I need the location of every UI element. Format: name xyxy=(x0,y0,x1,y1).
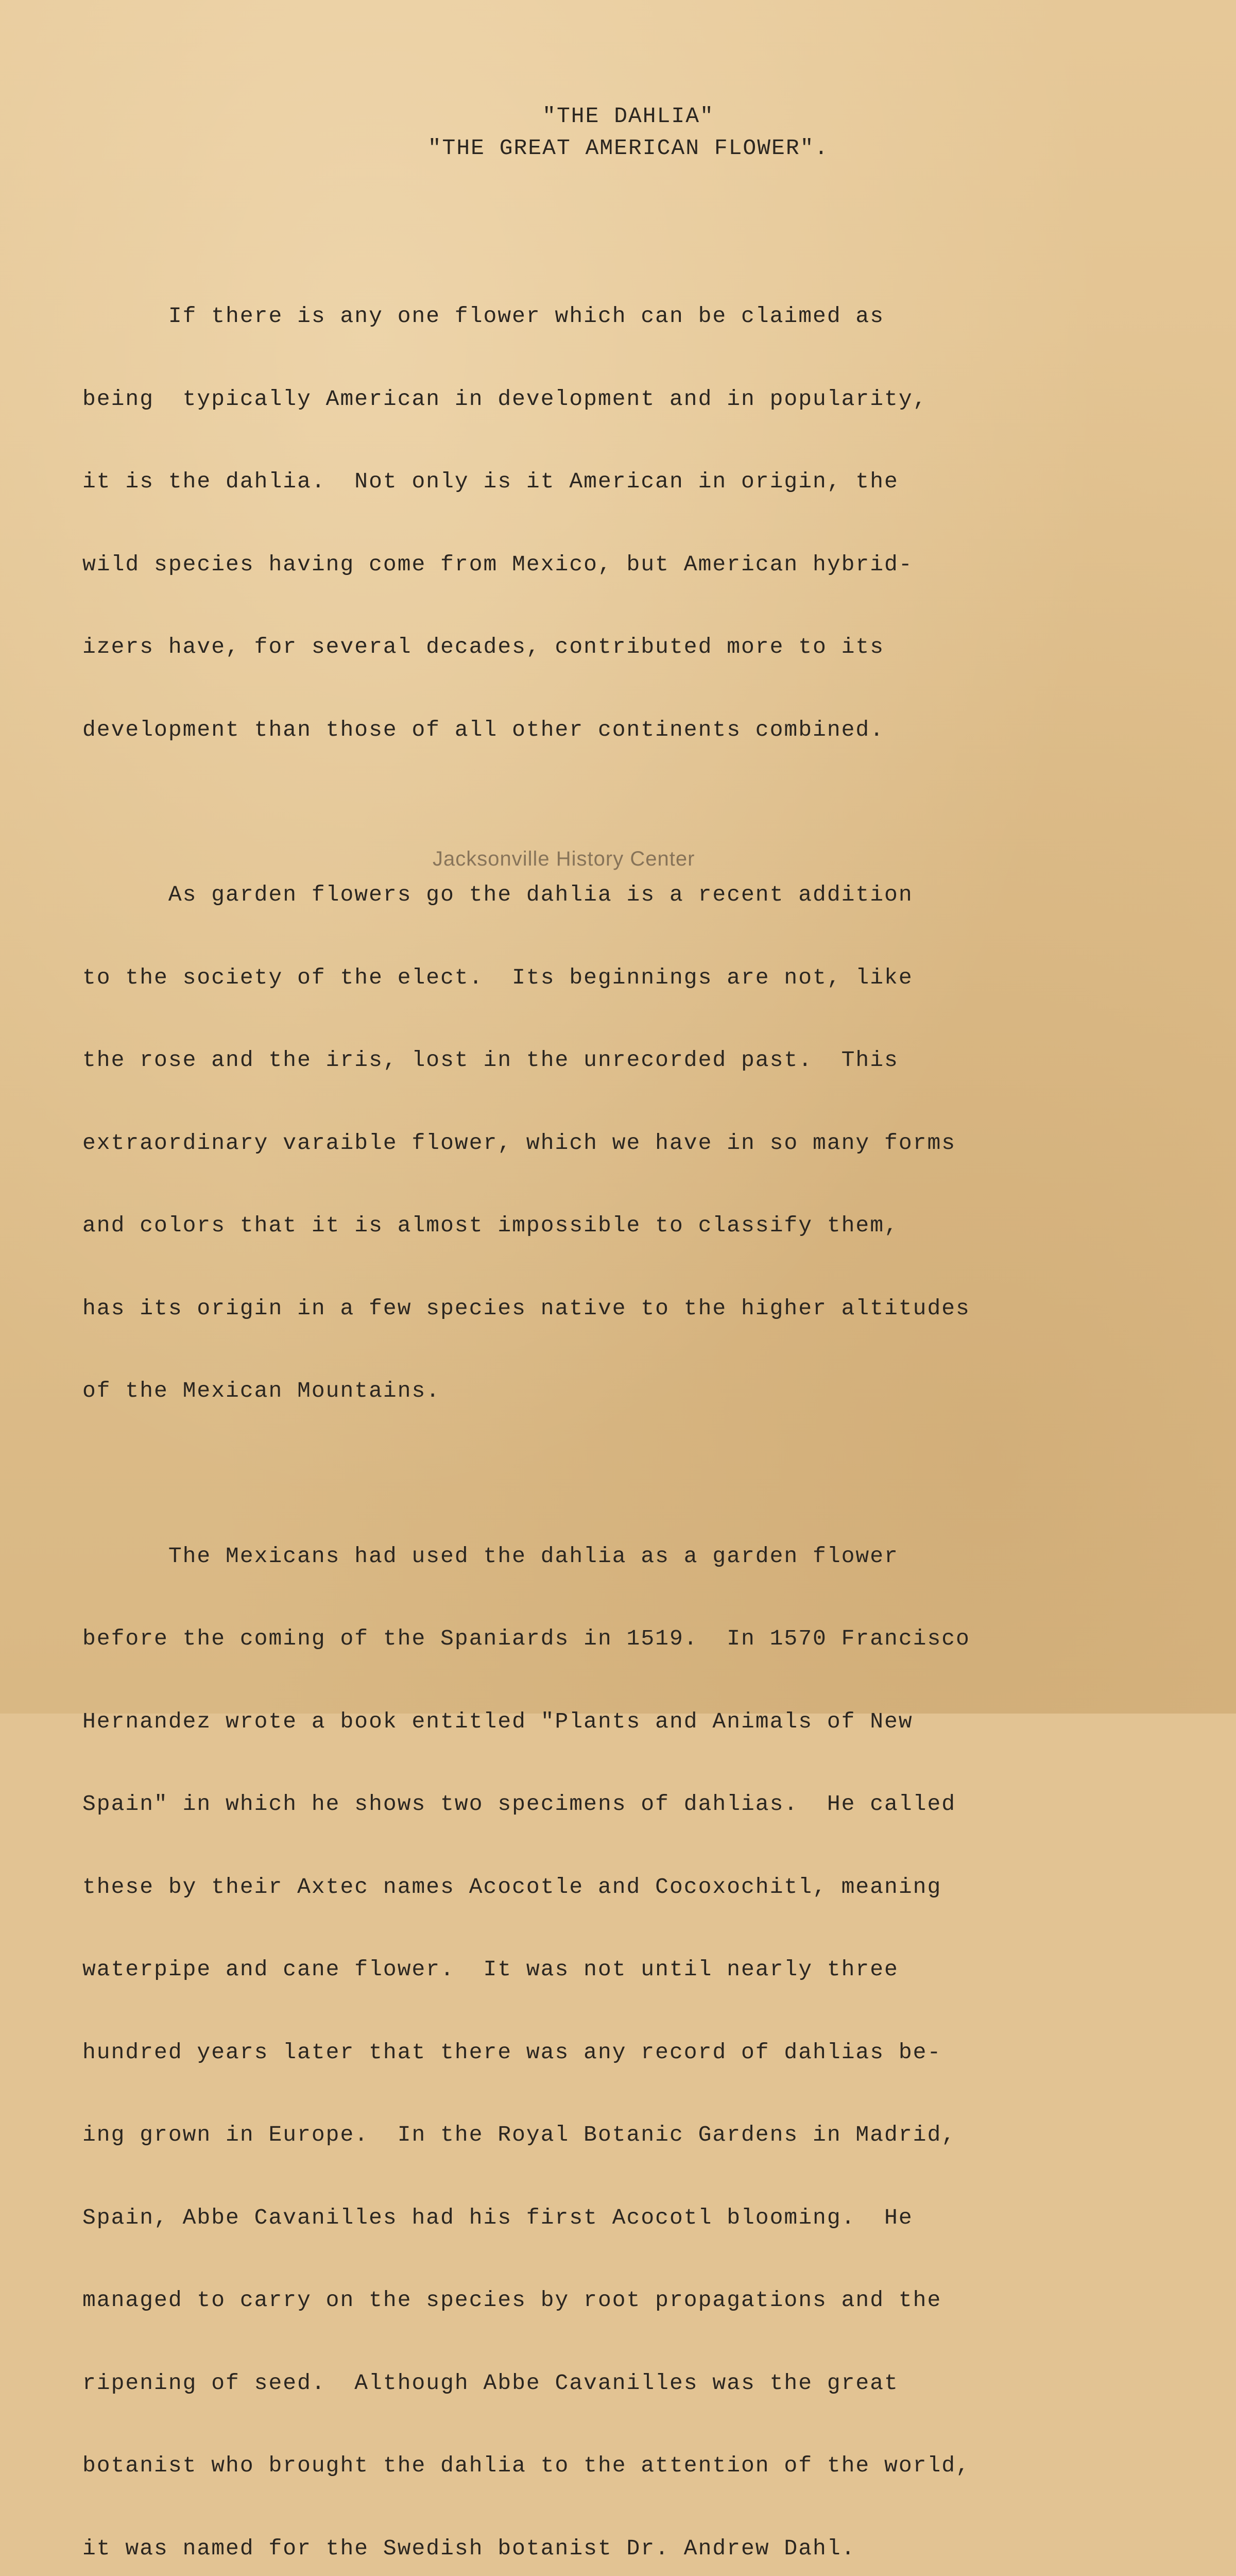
text-line: these by their Axtec names Acocotle and Cocoxochitl, meaning xyxy=(82,1873,1174,1901)
paragraph-3 xyxy=(82,1487,1174,2576)
text-line: development than those of all other continents combined. xyxy=(82,716,1174,744)
text-line: before the coming of the Spaniards in 1519. In 1570 Francisco xyxy=(82,1625,1174,1653)
text-line: of the Mexican Mountains. xyxy=(82,1377,1174,1405)
text-line: If there is any one flower which can be claimed as xyxy=(82,302,1174,330)
paragraph-1 xyxy=(82,247,1174,799)
document-title xyxy=(0,100,1236,164)
paragraph-2 xyxy=(82,826,1174,1460)
text-line: it was named for the Swedish botanist Dr. Andrew Dahl. xyxy=(82,2535,1174,2563)
text-line: the rose and the iris, lost in the unrecorded past. This xyxy=(82,1046,1174,1074)
text-line: managed to carry on the species by root propagations and the xyxy=(82,2286,1174,2314)
text-line: extraordinary varaible flower, which we have in so many forms xyxy=(82,1129,1174,1157)
text-line: izers have, for several decades, contributed more to its xyxy=(82,633,1174,661)
text-line: ing grown in Europe. In the Royal Botanic Gardens in Madrid, xyxy=(82,2121,1174,2149)
text-line: has its origin in a few species native to the higher altitudes xyxy=(82,1295,1174,1323)
document-body xyxy=(82,247,1174,2576)
watermark-text: Jacksonville History Center xyxy=(433,848,695,871)
text-line: Hernandez wrote a book entitled "Plants and Animals of New xyxy=(82,1708,1174,1736)
text-line: being typically American in development and in popularity, xyxy=(82,385,1174,413)
text-line: As garden flowers go the dahlia is a recent addition xyxy=(82,881,1174,909)
text-line: botanist who brought the dahlia to the attention of the world, xyxy=(82,2452,1174,2480)
text-line: The Mexicans had used the dahlia as a garden flower xyxy=(82,1543,1174,1570)
title-line-2: "THE GREAT AMERICAN FLOWER". xyxy=(0,132,1236,164)
text-line: Spain, Abbe Cavanilles had his first Acocotl blooming. He xyxy=(82,2204,1174,2232)
text-line: wild species having come from Mexico, but American hybrid- xyxy=(82,551,1174,579)
text-line: it is the dahlia. Not only is it American in origin, the xyxy=(82,468,1174,496)
text-line: ripening of seed. Although Abbe Cavanilles was the great xyxy=(82,2369,1174,2397)
text-line: hundred years later that there was any record of dahlias be- xyxy=(82,2039,1174,2066)
text-line: and colors that it is almost impossible to classify them, xyxy=(82,1212,1174,1240)
text-line: Spain" in which he shows two specimens of dahlias. He called xyxy=(82,1790,1174,1818)
text-line: to the society of the elect. Its beginnings are not, like xyxy=(82,964,1174,992)
title-line-1: "THE DAHLIA" xyxy=(0,100,1236,132)
text-line: waterpipe and cane flower. It was not until nearly three xyxy=(82,1956,1174,1984)
